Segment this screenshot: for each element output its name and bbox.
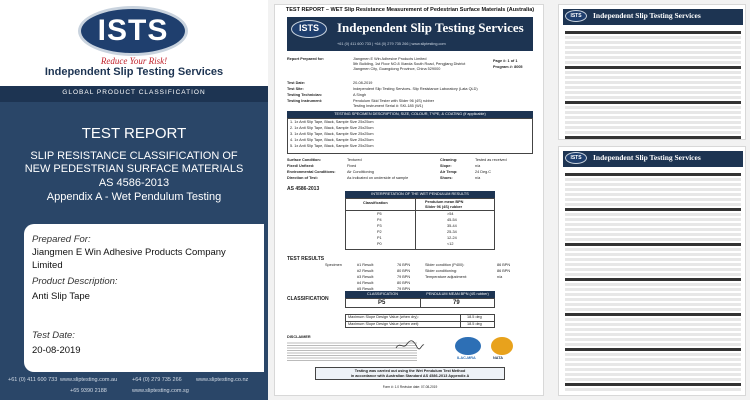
side-page-3 xyxy=(558,146,746,396)
fixed-label: Fixed/ Unfixed: xyxy=(287,164,315,168)
interp-bar: INTERPRETATION OF THE WET PENDULUM RESULTS xyxy=(345,191,495,198)
phone-nz: +64 (0) 279 735 266 xyxy=(132,377,182,383)
shoes-value: n/a xyxy=(475,176,481,180)
disclaimer-title: DISCLAIMER xyxy=(287,335,311,339)
interp-bpn-5: <12 xyxy=(447,242,454,246)
max-slope-dry-label: Maximum Slope Design Value (when dry): xyxy=(348,315,419,319)
table-row xyxy=(565,188,741,191)
table-row xyxy=(565,233,741,236)
specimen-4: 4. 1x Anti Slip Tape, Black, Sample Size 25x25cm xyxy=(290,138,374,142)
result-label-0: #1 Result: xyxy=(357,263,375,267)
table-row xyxy=(565,263,741,266)
max-slope-wet-label: Maximum Slope Design Value (when wet): xyxy=(348,322,420,326)
table-row xyxy=(565,223,741,226)
env-value: Air Conditioning xyxy=(347,170,374,174)
ilac-seal-icon xyxy=(455,337,481,355)
result-label-3: #4 Result: xyxy=(357,281,375,285)
result-label-4: #5 Result: xyxy=(357,287,375,291)
table-row xyxy=(565,238,741,241)
test-site-label: Test Site: xyxy=(287,87,304,91)
table-row xyxy=(565,343,741,346)
prepared-for-label: Prepared For: xyxy=(32,234,91,245)
table-row xyxy=(565,318,741,321)
table-row xyxy=(565,363,741,366)
table-row xyxy=(565,338,741,341)
product-label: Product Description: xyxy=(32,276,118,287)
product-value: Anti Slip Tape xyxy=(32,291,90,302)
table-row xyxy=(565,173,741,176)
table-row xyxy=(565,193,741,196)
interp-bpn-2: 35-44 xyxy=(447,224,457,228)
phone-au: +61 (0) 411 600 733 xyxy=(8,377,58,383)
side-page-1-company: Independent Slip Testing Services xyxy=(593,11,701,20)
mean-value: 79 xyxy=(453,300,460,306)
interp-class-0: P5 xyxy=(377,212,382,216)
table-row xyxy=(565,243,741,246)
interp-class-3: P2 xyxy=(377,230,382,234)
slope-value: n/a xyxy=(475,164,481,168)
max-slope-wet-value: 18.5 deg xyxy=(467,322,482,326)
instrument-serial: Testing Instrument Serial #: SKI-185 (W1) xyxy=(353,104,424,108)
report-page xyxy=(274,4,544,396)
footer-line1: Testing was carried out using the Wet Pendulum Test Method xyxy=(354,369,466,373)
report-company: Independent Slip Testing Services xyxy=(337,20,524,35)
report-header-title: TEST REPORT – WET Slip Resistance Measurement of Pedestrian Surface Materials (Australia) xyxy=(285,7,535,13)
ists-logo xyxy=(78,6,188,56)
interp-bpn-4: 12-24 xyxy=(447,236,457,240)
test-site-value: Independent Slip Testing Services- Slip Resistance Laboratory (Lata QLD) xyxy=(353,87,478,91)
phone-sg: +65 9390 2188 xyxy=(70,388,107,394)
table-row xyxy=(565,308,741,311)
table-row xyxy=(565,368,741,371)
interp-bpn-0: >54 xyxy=(447,212,454,216)
ilac-label: ILAC-MRA xyxy=(457,356,476,360)
table-row xyxy=(565,253,741,256)
specimen-1: 1. 1x Anti Slip Tape, Black, Sample Size 25x25cm xyxy=(290,120,374,124)
technician-label: Testing Technician: xyxy=(287,93,323,97)
table-row xyxy=(565,303,741,306)
table-row xyxy=(565,283,741,286)
cover-page xyxy=(0,0,268,400)
interp-bpn-3: 25-34 xyxy=(447,230,457,234)
class-col1-bar: CLASSIFICATION xyxy=(345,291,420,298)
technician-value: A Singh xyxy=(353,93,367,97)
shoes-label: Shoes: xyxy=(440,176,453,180)
address-line2: Jiangmen City, Guangdong Province, China 529000 xyxy=(353,67,441,71)
class-col2-bar: PENDULUM MEAN BPN (4S rubber) xyxy=(420,291,495,298)
interp-class-1: P4 xyxy=(377,218,382,222)
slider-p400-label: Slider condition (P400): xyxy=(425,263,465,267)
specimen-label: Specimen xyxy=(325,263,342,267)
classification-label: CLASSIFICATION xyxy=(287,296,329,302)
surface-label: Surface Condition: xyxy=(287,158,321,162)
table-row xyxy=(565,313,741,316)
test-date-label: Test Date: xyxy=(287,81,306,85)
cleaning-label: Cleaning: xyxy=(440,158,458,162)
address-line1: 5th Building, 1st Floor NO.8 Xianda South Road, Pengjiang District xyxy=(353,62,466,66)
cleaning-value: Tested as received xyxy=(475,158,507,162)
specimen-5: 5. 1x Anti Slip Tape, Black, Sample Size 25x25cm xyxy=(290,144,374,148)
table-row xyxy=(565,218,741,221)
table-row xyxy=(565,353,741,356)
table-row xyxy=(565,178,741,181)
table-row xyxy=(565,198,741,201)
interp-class-4: P1 xyxy=(377,236,382,240)
table-row xyxy=(565,383,741,386)
table-row xyxy=(565,388,741,391)
side-page-3-company: Independent Slip Testing Services xyxy=(593,153,701,162)
web-au: www.sliptesting.com.au xyxy=(60,377,118,383)
table-row xyxy=(565,203,741,206)
instrument-value: Pendulum Skid Tester with Slider 96 (4S) rubber xyxy=(353,99,434,103)
result-value-0: 76 BPN xyxy=(397,263,411,267)
interp-bpn-1: 45-54 xyxy=(447,218,457,222)
airtemp-label: Air Temp: xyxy=(440,170,458,174)
interp-class-2: P3 xyxy=(377,224,382,228)
interp-table xyxy=(345,198,495,250)
table-row xyxy=(565,333,741,336)
max-slope-dry-value: 18.5 deg xyxy=(467,315,482,319)
temp-adj-value: n/a xyxy=(497,275,503,279)
cover-title: TEST REPORT xyxy=(81,125,187,142)
slider-cond-value: 86 BPN xyxy=(497,269,511,273)
slider-cond-label: Slider conditioning: xyxy=(425,269,458,273)
side-page-1-logo: ISTS xyxy=(565,10,587,22)
table-row xyxy=(565,208,741,211)
table-row xyxy=(565,298,741,301)
slider-p400-value: 86 BPN xyxy=(497,263,511,267)
table-row xyxy=(565,348,741,351)
specimen-bar: TESTING SPECIMEN DESCRIPTION, SIZE, COLOUR, TYPE, & COATING (if applicable) xyxy=(287,111,533,118)
table-row xyxy=(565,293,741,296)
table-row xyxy=(565,258,741,261)
prepared-for-line1: Jiangmen E Win Adhesive Products Company xyxy=(32,247,226,258)
interp-col-bpn: Pendulum mean BPN xyxy=(425,200,464,204)
report-logo: ISTS xyxy=(291,20,327,38)
side-page-2 xyxy=(574,24,746,140)
instrument-label: Testing Instrument: xyxy=(287,99,323,103)
prepared-for-line2: Limited xyxy=(32,260,63,271)
fixed-value: Fixed xyxy=(347,164,357,168)
results-label: TEST RESULTS xyxy=(287,256,325,262)
table-row xyxy=(565,273,741,276)
table-row xyxy=(565,373,741,376)
prepared-for-value: Jiangmen E Win Adhesive Products Limited xyxy=(353,57,427,61)
table-row xyxy=(565,268,741,271)
test-date-label: Test Date: xyxy=(32,330,75,341)
interp-col-classification: Classification xyxy=(363,201,388,205)
result-value-4: 79 BPN xyxy=(397,287,411,291)
program-number: Program #: 8005 xyxy=(493,65,523,69)
tagline: Reduce Your Risk! xyxy=(100,56,168,66)
result-value-3: 80 BPN xyxy=(397,281,411,285)
table-row xyxy=(565,378,741,381)
footer-line2: in accordance with Australian Standard AS 4586-2013 Appendix A xyxy=(350,374,470,378)
table-row xyxy=(565,323,741,326)
env-label: Environmental Conditions: xyxy=(287,170,336,174)
global-banner-text: GLOBAL PRODUCT CLASSIFICATION xyxy=(62,89,206,96)
result-label-2: #3 Result: xyxy=(357,275,375,279)
surface-value: Textured xyxy=(347,158,362,162)
nata-label: NATA xyxy=(493,356,503,360)
table-row xyxy=(565,358,741,361)
cover-subtitle-2: NEW PEDESTRIAN SURFACE MATERIALS xyxy=(24,163,244,175)
result-value-1: 80 BPN xyxy=(397,269,411,273)
class-value: P5 xyxy=(378,300,386,306)
table-row xyxy=(565,183,741,186)
prepared-for-label: Report Prepared for: xyxy=(287,57,325,61)
table-row xyxy=(565,278,741,281)
table-row xyxy=(565,288,741,291)
nata-seal-icon xyxy=(491,337,513,355)
temp-adj-label: Temperature adjustment: xyxy=(425,275,467,279)
report-contact: +61 (0) 411 600 733 | +64 (0) 279 735 266 | www.sliptesting.com xyxy=(337,42,446,46)
cover-standard: AS 4586-2013 xyxy=(98,177,170,189)
test-date-value: 20-08-2019 xyxy=(353,81,373,85)
page-number: Page #: 1 of 1 xyxy=(493,59,518,63)
signature-icon xyxy=(395,339,425,351)
airtemp-value: 24 Deg.C xyxy=(475,170,492,174)
interp-col-slider: Slider 96 (4S) rubber xyxy=(425,205,463,209)
slope-label: Slope: xyxy=(440,164,452,168)
table-row xyxy=(565,248,741,251)
table-row xyxy=(565,228,741,231)
specimen-3: 3. 1x Anti Slip Tape, Black, Sample Size 25x25cm xyxy=(290,132,374,136)
result-label-1: #2 Result: xyxy=(357,269,375,273)
result-value-2: 79 BPN xyxy=(397,275,411,279)
interp-class-5: P0 xyxy=(377,242,382,246)
travel-label: Direction of Test: xyxy=(287,176,318,180)
web-nz: www.sliptesting.co.nz xyxy=(196,377,249,383)
cover-subtitle-1: SLIP RESISTANCE CLASSIFICATION OF xyxy=(30,150,238,162)
company-name: Independent Slip Testing Services xyxy=(44,66,224,78)
form-ref: Form #: 1.0 Revision date: 07-08-2019 xyxy=(382,385,438,389)
side-page-3-logo: ISTS xyxy=(565,152,587,164)
cover-appendix: Appendix A - Wet Pendulum Testing xyxy=(46,191,222,203)
table-row xyxy=(565,328,741,331)
test-date-value: 20-08-2019 xyxy=(32,345,81,356)
table-row xyxy=(565,213,741,216)
standard-label: AS 4586-2013 xyxy=(287,186,320,192)
web-sg: www.sliptesting.com.sg xyxy=(132,388,189,394)
logo-text: ISTS xyxy=(97,14,169,47)
specimen-2: 2. 1x Anti Slip Tape, Black, Sample Size 25x25cm xyxy=(290,126,374,130)
travel-value: As indicated on underside of sample xyxy=(347,176,409,180)
